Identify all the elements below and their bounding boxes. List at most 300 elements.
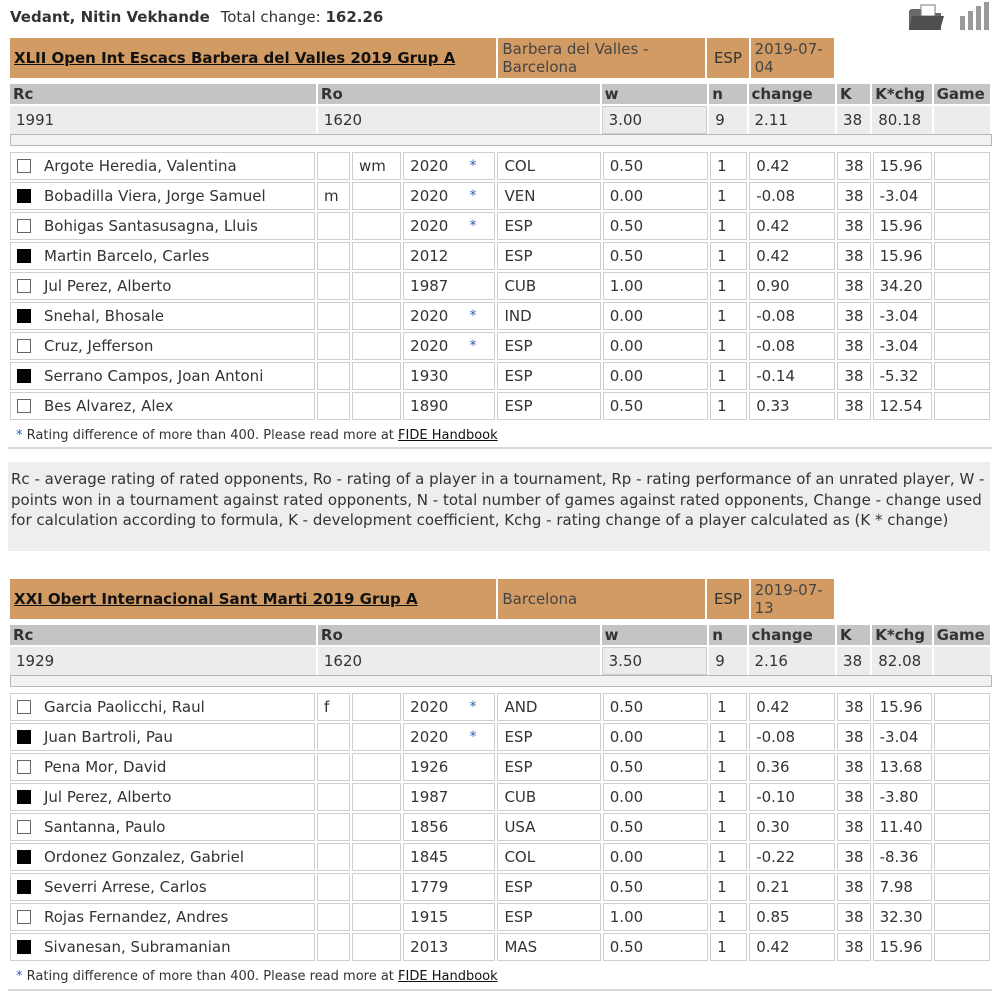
bar-chart-icon[interactable]: [957, 2, 995, 32]
game-row: [10, 242, 990, 270]
opponent-rating: [403, 272, 495, 300]
opponent-women-title: [352, 302, 401, 330]
opponent-name[interactable]: Bohigas Santasusagna, Lluis: [44, 217, 258, 235]
tournament-city: Barcelona: [498, 579, 705, 619]
tournament-name[interactable]: XLII Open Int Escacs Barbera del Valles 2019 Grup A: [10, 38, 496, 78]
game-w: 0.00: [603, 843, 708, 871]
game-kchg: 15.96: [873, 152, 932, 180]
opponent-cell: [10, 362, 315, 390]
opponent-name[interactable]: Argote Heredia, Valentina: [44, 157, 237, 175]
black-piece-icon: [17, 730, 31, 744]
opponent-name[interactable]: Bobadilla Viera, Jorge Samuel: [44, 187, 266, 205]
col-kchg: K*chg: [872, 625, 931, 645]
opponent-rating: [403, 813, 495, 841]
opponent-federation: ESP: [497, 332, 600, 360]
opponent-women-title: [352, 783, 401, 811]
opponent-women-title: [352, 813, 401, 841]
game-w: 0.50: [603, 152, 708, 180]
opponent-rating: [403, 332, 495, 360]
tournament-date: 2019-07-13: [751, 579, 834, 619]
game-row: [10, 693, 990, 721]
summary-w: 3.50: [602, 647, 708, 675]
game-w: 0.50: [603, 693, 708, 721]
opponent-federation: CUB: [497, 272, 600, 300]
opponent-women-title: [352, 933, 401, 961]
rating-value: 2020: [410, 728, 449, 746]
games-table: [8, 691, 992, 963]
opponent-women-title: [352, 723, 401, 751]
rating-diff-star: *: [469, 218, 477, 234]
game-change: -0.10: [749, 783, 835, 811]
col-ro: Ro: [318, 84, 600, 104]
game-kchg: -3.80: [873, 783, 932, 811]
game-w: 0.50: [603, 392, 708, 420]
game-row: [10, 903, 990, 931]
footnote-star: *: [16, 969, 23, 984]
rating-footnote: [16, 969, 498, 985]
game-k: 38: [837, 843, 870, 871]
game-link: [934, 753, 990, 781]
game-n: 1: [710, 903, 747, 931]
rating-value: 2020: [410, 187, 449, 205]
opponent-title: [317, 783, 350, 811]
game-row: [10, 873, 990, 901]
rating-diff-star: *: [469, 729, 477, 745]
game-row: [10, 392, 990, 420]
game-change: -0.22: [749, 843, 835, 871]
game-kchg: -5.32: [873, 362, 932, 390]
game-w: 0.00: [603, 362, 708, 390]
rating-value: 2020: [410, 217, 449, 235]
opponent-rating: [403, 392, 495, 420]
opponent-rating: [403, 693, 495, 721]
opponent-title: [317, 813, 350, 841]
opponent-cell: [10, 302, 315, 330]
game-change: 0.90: [749, 272, 835, 300]
total-change-label: Total change:: [220, 8, 321, 26]
player-header: [10, 7, 383, 27]
white-piece-icon: [17, 399, 31, 413]
game-w: 0.50: [603, 242, 708, 270]
game-link: [934, 302, 990, 330]
opponent-title: [317, 242, 350, 270]
black-piece-icon: [17, 309, 31, 323]
game-k: 38: [837, 272, 870, 300]
opponent-name[interactable]: Ordonez Gonzalez, Gabriel: [44, 848, 245, 866]
opponent-federation: ESP: [497, 362, 600, 390]
opponent-rating: [403, 903, 495, 931]
game-link: [934, 242, 990, 270]
opponent-title: [317, 723, 350, 751]
game-n: 1: [710, 723, 747, 751]
opponent-cell: [10, 693, 315, 721]
opponent-name[interactable]: Garcia Paolicchi, Raul: [44, 698, 205, 716]
opponent-cell: [10, 873, 315, 901]
total-change-value: 162.26: [325, 8, 384, 26]
opponent-women-title: [352, 242, 401, 270]
game-k: 38: [837, 242, 870, 270]
fide-handbook-link[interactable]: FIDE Handbook: [398, 969, 498, 984]
game-k: 38: [837, 332, 870, 360]
rating-diff-star: *: [469, 188, 477, 204]
opponent-federation: USA: [497, 813, 600, 841]
opponent-name[interactable]: Pena Mor, David: [44, 758, 167, 776]
game-k: 38: [837, 813, 870, 841]
opponent-cell: [10, 753, 315, 781]
game-link: [934, 783, 990, 811]
opponent-women-title: [352, 903, 401, 931]
game-kchg: 15.96: [873, 212, 932, 240]
black-piece-icon: [17, 369, 31, 383]
game-w: 0.50: [603, 933, 708, 961]
game-kchg: 12.54: [873, 392, 932, 420]
opponent-cell: [10, 332, 315, 360]
summary-kchg: 80.18: [872, 106, 931, 134]
opponent-federation: MAS: [497, 933, 600, 961]
opponent-name[interactable]: Jul Perez, Alberto: [44, 788, 172, 806]
game-n: 1: [710, 242, 747, 270]
opponent-name[interactable]: Severri Arrese, Carlos: [44, 878, 207, 896]
opponent-name[interactable]: Bes Alvarez, Alex: [44, 397, 174, 415]
game-change: 0.85: [749, 903, 835, 931]
rating-diff-star: *: [469, 699, 477, 715]
opponent-women-title: [352, 182, 401, 210]
game-link: [934, 392, 990, 420]
col-rc: Rc: [10, 625, 316, 645]
rating-value: 2020: [410, 307, 449, 325]
black-piece-icon: [17, 940, 31, 954]
fide-handbook-link[interactable]: FIDE Handbook: [398, 428, 498, 443]
opponent-cell: [10, 392, 315, 420]
opponent-federation: COL: [497, 152, 600, 180]
summary-game: [934, 647, 990, 675]
separator-line: [8, 989, 992, 991]
game-w: 0.00: [603, 723, 708, 751]
game-w: 1.00: [603, 272, 708, 300]
col-change: change: [749, 625, 836, 645]
game-change: -0.08: [749, 302, 835, 330]
opponent-rating: [403, 242, 495, 270]
col-w: w: [602, 625, 708, 645]
game-n: 1: [710, 302, 747, 330]
game-change: -0.08: [749, 332, 835, 360]
game-n: 1: [710, 212, 747, 240]
opponent-cell: [10, 212, 315, 240]
game-k: 38: [837, 362, 870, 390]
rating-value: 2013: [410, 938, 449, 956]
opponent-title: [317, 272, 350, 300]
opponent-federation: IND: [497, 302, 600, 330]
game-kchg: -3.04: [873, 332, 932, 360]
folder-icon[interactable]: [907, 2, 945, 32]
white-piece-icon: [17, 279, 31, 293]
game-n: 1: [710, 813, 747, 841]
game-n: 1: [710, 332, 747, 360]
game-link: [934, 843, 990, 871]
opponent-rating: [403, 302, 495, 330]
legend-text: Rc - average rating of rated opponents, Ro - rating of a player in a tournament, Rp - rating performance of an unrated player, W - points won in a tournament against rated opponents, N - total number of games against rated opponents, Change - change used for calculation according to formula, K - development coefficient, Kchg - rating change of a player calculated as (K * change): [8, 462, 990, 551]
game-n: 1: [710, 362, 747, 390]
summary-n: 9: [709, 106, 746, 134]
opponent-federation: ESP: [497, 753, 600, 781]
col-k: K: [837, 84, 870, 104]
summary-ro: 1620: [318, 647, 600, 675]
opponent-federation: ESP: [497, 723, 600, 751]
rating-value: 1890: [410, 397, 449, 415]
white-piece-icon: [17, 910, 31, 924]
rating-value: 1987: [410, 788, 449, 806]
opponent-cell: [10, 242, 315, 270]
game-k: 38: [837, 753, 870, 781]
tournament-header: [8, 577, 836, 621]
tournament-city: Barbera del Valles - Barcelona: [498, 38, 705, 78]
opponent-federation: ESP: [497, 903, 600, 931]
opponent-name[interactable]: Martin Barcelo, Carles: [44, 247, 210, 265]
game-row: [10, 813, 990, 841]
summary-kchg: 82.08: [872, 647, 931, 675]
rating-diff-star: *: [469, 158, 477, 174]
game-link: [934, 332, 990, 360]
footnote-star: *: [16, 428, 23, 443]
col-game: Game: [934, 625, 990, 645]
game-link: [934, 813, 990, 841]
game-kchg: 11.40: [873, 813, 932, 841]
section-divider: [10, 134, 992, 146]
game-w: 0.50: [603, 753, 708, 781]
game-link: [934, 933, 990, 961]
game-row: [10, 362, 990, 390]
tournament-summary: [8, 623, 992, 677]
opponent-title: f: [317, 693, 350, 721]
black-piece-icon: [17, 189, 31, 203]
opponent-rating: [403, 182, 495, 210]
rating-value: 1845: [410, 848, 449, 866]
summary-k: 38: [837, 106, 870, 134]
rating-value: 1915: [410, 908, 449, 926]
footnote-text: Rating difference of more than 400. Please read more at: [26, 969, 394, 984]
game-w: 1.00: [603, 903, 708, 931]
black-piece-icon: [17, 249, 31, 263]
opponent-rating: [403, 753, 495, 781]
game-kchg: 7.98: [873, 873, 932, 901]
opponent-women-title: [352, 332, 401, 360]
col-n: n: [709, 625, 746, 645]
rating-value: 1930: [410, 367, 449, 385]
game-change: 0.42: [749, 933, 835, 961]
game-change: -0.14: [749, 362, 835, 390]
opponent-cell: [10, 152, 315, 180]
summary-change: 2.16: [749, 647, 836, 675]
opponent-title: [317, 392, 350, 420]
black-piece-icon: [17, 790, 31, 804]
game-n: 1: [710, 783, 747, 811]
white-piece-icon: [17, 159, 31, 173]
opponent-name[interactable]: Santanna, Paulo: [44, 818, 166, 836]
game-change: 0.36: [749, 753, 835, 781]
col-game: Game: [934, 84, 990, 104]
opponent-rating: [403, 843, 495, 871]
opponent-title: [317, 332, 350, 360]
rating-value: 1779: [410, 878, 449, 896]
opponent-name[interactable]: Juan Bartroli, Pau: [44, 728, 173, 746]
game-n: 1: [710, 873, 747, 901]
game-change: 0.42: [749, 152, 835, 180]
opponent-federation: ESP: [497, 392, 600, 420]
game-k: 38: [837, 783, 870, 811]
summary-rc: 1991: [10, 106, 316, 134]
game-row: [10, 302, 990, 330]
game-link: [934, 212, 990, 240]
game-w: 0.00: [603, 783, 708, 811]
opponent-name[interactable]: Jul Perez, Alberto: [44, 277, 172, 295]
opponent-name[interactable]: Serrano Campos, Joan Antoni: [44, 367, 264, 385]
opponent-rating: [403, 783, 495, 811]
rating-value: 1856: [410, 818, 449, 836]
opponent-title: [317, 873, 350, 901]
summary-k: 38: [837, 647, 870, 675]
game-link: [934, 723, 990, 751]
game-row: [10, 272, 990, 300]
opponent-federation: VEN: [497, 182, 600, 210]
game-kchg: 13.68: [873, 753, 932, 781]
rating-value: 1987: [410, 277, 449, 295]
opponent-cell: [10, 783, 315, 811]
game-w: 0.00: [603, 302, 708, 330]
opponent-women-title: [352, 272, 401, 300]
summary-n: 9: [709, 647, 746, 675]
game-n: 1: [710, 272, 747, 300]
game-w: 0.00: [603, 332, 708, 360]
opponent-title: [317, 933, 350, 961]
game-n: 1: [710, 152, 747, 180]
opponent-cell: [10, 843, 315, 871]
game-row: [10, 182, 990, 210]
game-link: [934, 903, 990, 931]
game-row: [10, 212, 990, 240]
opponent-rating: [403, 873, 495, 901]
game-k: 38: [837, 152, 870, 180]
game-kchg: -3.04: [873, 302, 932, 330]
opponent-name[interactable]: Sivanesan, Subramanian: [44, 938, 231, 956]
game-kchg: -3.04: [873, 723, 932, 751]
summary-w: 3.00: [602, 106, 708, 134]
game-kchg: 15.96: [873, 933, 932, 961]
game-change: -0.08: [749, 182, 835, 210]
col-rc: Rc: [10, 84, 316, 104]
tournament-header: [8, 36, 836, 80]
game-n: 1: [710, 933, 747, 961]
opponent-women-title: [352, 873, 401, 901]
game-k: 38: [837, 212, 870, 240]
footnote-text: Rating difference of more than 400. Please read more at: [26, 428, 394, 443]
game-k: 38: [837, 392, 870, 420]
opponent-women-title: [352, 843, 401, 871]
rating-value: 2020: [410, 698, 449, 716]
tournament-date: 2019-07-04: [751, 38, 834, 78]
game-change: 0.42: [749, 693, 835, 721]
opponent-title: [317, 903, 350, 931]
opponent-name[interactable]: Rojas Fernandez, Andres: [44, 908, 229, 926]
col-k: K: [837, 625, 870, 645]
opponent-rating: [403, 212, 495, 240]
opponent-federation: ESP: [497, 242, 600, 270]
opponent-federation: COL: [497, 843, 600, 871]
rating-footnote: [16, 428, 498, 444]
white-piece-icon: [17, 760, 31, 774]
white-piece-icon: [17, 820, 31, 834]
game-kchg: 34.20: [873, 272, 932, 300]
game-k: 38: [837, 723, 870, 751]
summary-game: [934, 106, 990, 134]
opponent-title: [317, 753, 350, 781]
opponent-cell: [10, 182, 315, 210]
game-change: 0.21: [749, 873, 835, 901]
game-k: 38: [837, 873, 870, 901]
summary-ro: 1620: [318, 106, 600, 134]
game-n: 1: [710, 182, 747, 210]
rating-value: 2020: [410, 337, 449, 355]
tournament-country: ESP: [707, 38, 748, 78]
opponent-rating: [403, 152, 495, 180]
game-kchg: -8.36: [873, 843, 932, 871]
col-change: change: [749, 84, 836, 104]
game-w: 0.50: [603, 873, 708, 901]
opponent-title: m: [317, 182, 350, 210]
rating-value: 2020: [410, 157, 449, 175]
game-row: [10, 332, 990, 360]
rating-value: 1926: [410, 758, 449, 776]
game-link: [934, 873, 990, 901]
game-kchg: 15.96: [873, 693, 932, 721]
game-n: 1: [710, 843, 747, 871]
game-link: [934, 272, 990, 300]
game-w: 0.50: [603, 813, 708, 841]
rating-value: 2012: [410, 247, 449, 265]
opponent-name[interactable]: Cruz, Jefferson: [44, 337, 154, 355]
white-piece-icon: [17, 700, 31, 714]
col-kchg: K*chg: [872, 84, 931, 104]
game-link: [934, 362, 990, 390]
game-n: 1: [710, 753, 747, 781]
opponent-rating: [403, 933, 495, 961]
game-change: -0.08: [749, 723, 835, 751]
game-n: 1: [710, 392, 747, 420]
summary-change: 2.11: [749, 106, 836, 134]
opponent-cell: [10, 272, 315, 300]
opponent-rating: [403, 362, 495, 390]
player-name: Vedant, Nitin Vekhande: [10, 8, 210, 26]
game-row: [10, 843, 990, 871]
game-row: [10, 753, 990, 781]
black-piece-icon: [17, 850, 31, 864]
game-link: [934, 182, 990, 210]
game-change: 0.30: [749, 813, 835, 841]
tournament-name[interactable]: XXI Obert Internacional Sant Marti 2019 Grup A: [10, 579, 496, 619]
opponent-name[interactable]: Snehal, Bhosale: [44, 307, 165, 325]
opponent-rating: [403, 723, 495, 751]
opponent-title: [317, 152, 350, 180]
game-change: 0.42: [749, 212, 835, 240]
white-piece-icon: [17, 339, 31, 353]
game-n: 1: [710, 693, 747, 721]
game-change: 0.42: [749, 242, 835, 270]
game-kchg: 15.96: [873, 242, 932, 270]
opponent-women-title: [352, 392, 401, 420]
game-link: [934, 152, 990, 180]
game-k: 38: [837, 903, 870, 931]
opponent-women-title: wm: [352, 152, 401, 180]
summary-rc: 1929: [10, 647, 316, 675]
